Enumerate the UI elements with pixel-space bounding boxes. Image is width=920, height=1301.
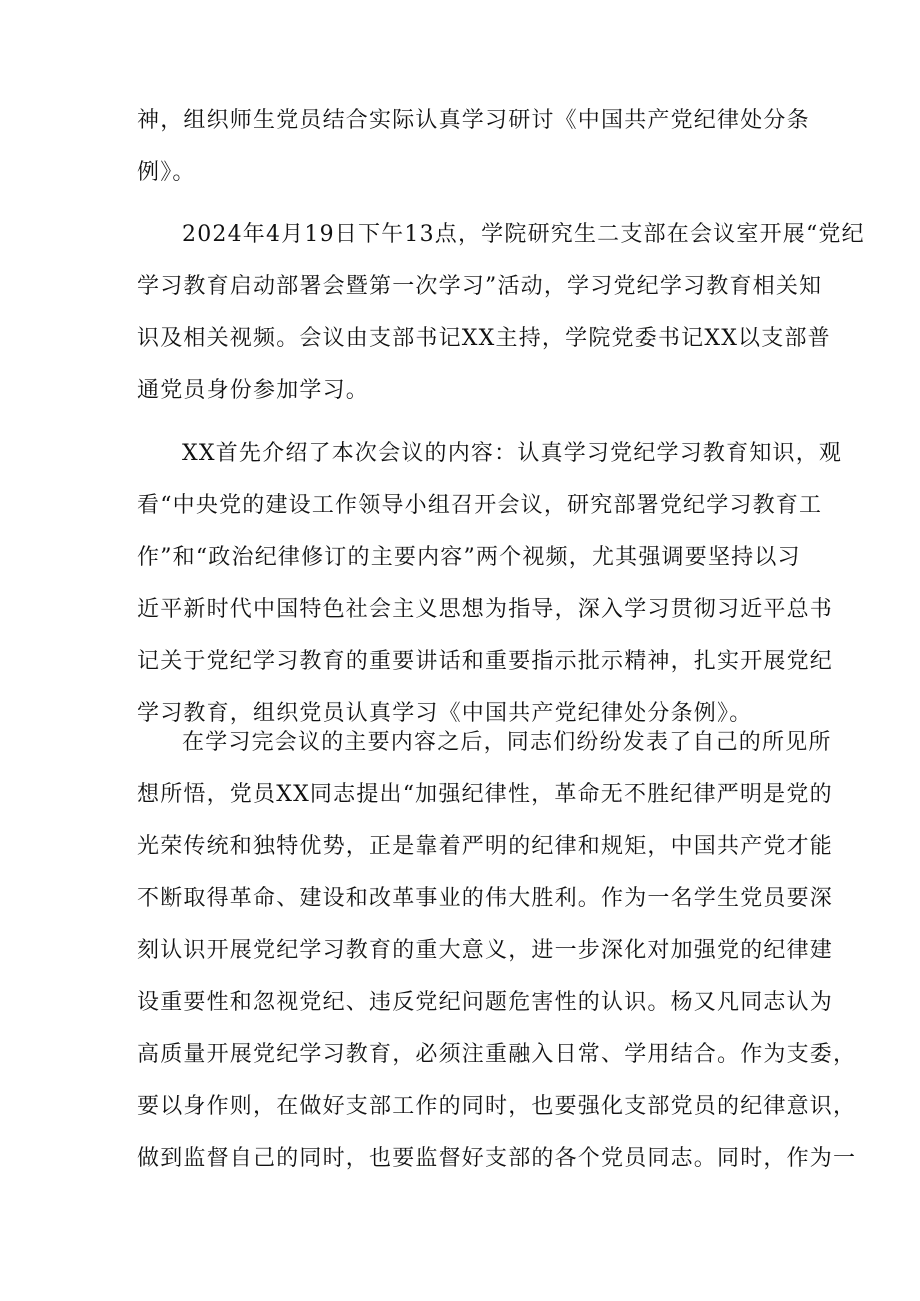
text-line: 看“中央党的建设工作领导小组召开会议，研究部署党纪学习教育工 (137, 493, 823, 518)
paragraph-4 (137, 717, 857, 1185)
paragraph-1 (137, 95, 810, 199)
text-line: 记关于党纪学习教育的重要讲话和重要指示批示精神，扎实开展党纪 (137, 649, 834, 674)
text-line: 要以身作则，在做好支部工作的同时，也要强化支部党员的纪律意识， (137, 1094, 857, 1119)
text-line: 刻认识开展党纪学习教育的重大意义，进一步深化对加强党的纪律建 (137, 938, 834, 963)
text-line: 作”和“政治纪律修订的主要内容”两个视频，尤其强调要坚持以习 (137, 545, 801, 570)
text-line: 想所悟，党员XX同志提出“加强纪律性，革命无不胜纪律严明是党的 (137, 782, 833, 807)
text-line: 在学习完会议的主要内容之后，同志们纷纷发表了自己的所见所 (182, 730, 832, 755)
text-line: 神，组织师生党员结合实际认真学习研讨《中国共产党纪律处分条 (137, 108, 810, 133)
text-line: 2024年4月19日下午13点，学院研究生二支部在会议室开展“党纪 (182, 222, 865, 247)
text-line: 近平新时代中国特色社会主义思想为指导，深入学习贯彻习近平总书 (137, 597, 834, 622)
text-line: 不断取得革命、建设和改革事业的伟大胜利。作为一名学生党员要深 (137, 886, 834, 911)
text-line: 学习教育启动部署会暨第一次学习”活动，学习党纪学习教育相关知 (137, 274, 823, 299)
text-line: 高质量开展党纪学习教育，必须注重融入日常、学用结合。作为支委， (137, 1042, 857, 1067)
text-line: 学习教育，组织党员认真学习《中国共产党纪律处分条例》。 (137, 701, 753, 726)
text-line: 做到监督自己的同时，也要监督好支部的各个党员同志。同时，作为一 (137, 1146, 857, 1171)
text-line: 例》。 (137, 160, 196, 185)
text-line: 设重要性和忽视党纪、违反党纪问题危害性的认识。杨又凡同志认为 (137, 990, 834, 1015)
text-line: XX首先介绍了本次会议的内容：认真学习党纪学习教育知识，观 (182, 441, 843, 466)
text-line: 识及相关视频。会议由支部书记XX主持，学院党委书记XX以支部普 (137, 326, 831, 351)
paragraph-3 (137, 428, 843, 740)
text-line: 光荣传统和独特优势，正是靠着严明的纪律和规矩，中国共产党才能 (137, 834, 834, 859)
paragraph-2 (137, 209, 865, 417)
text-line: 通党员身份参加学习。 (137, 378, 370, 403)
